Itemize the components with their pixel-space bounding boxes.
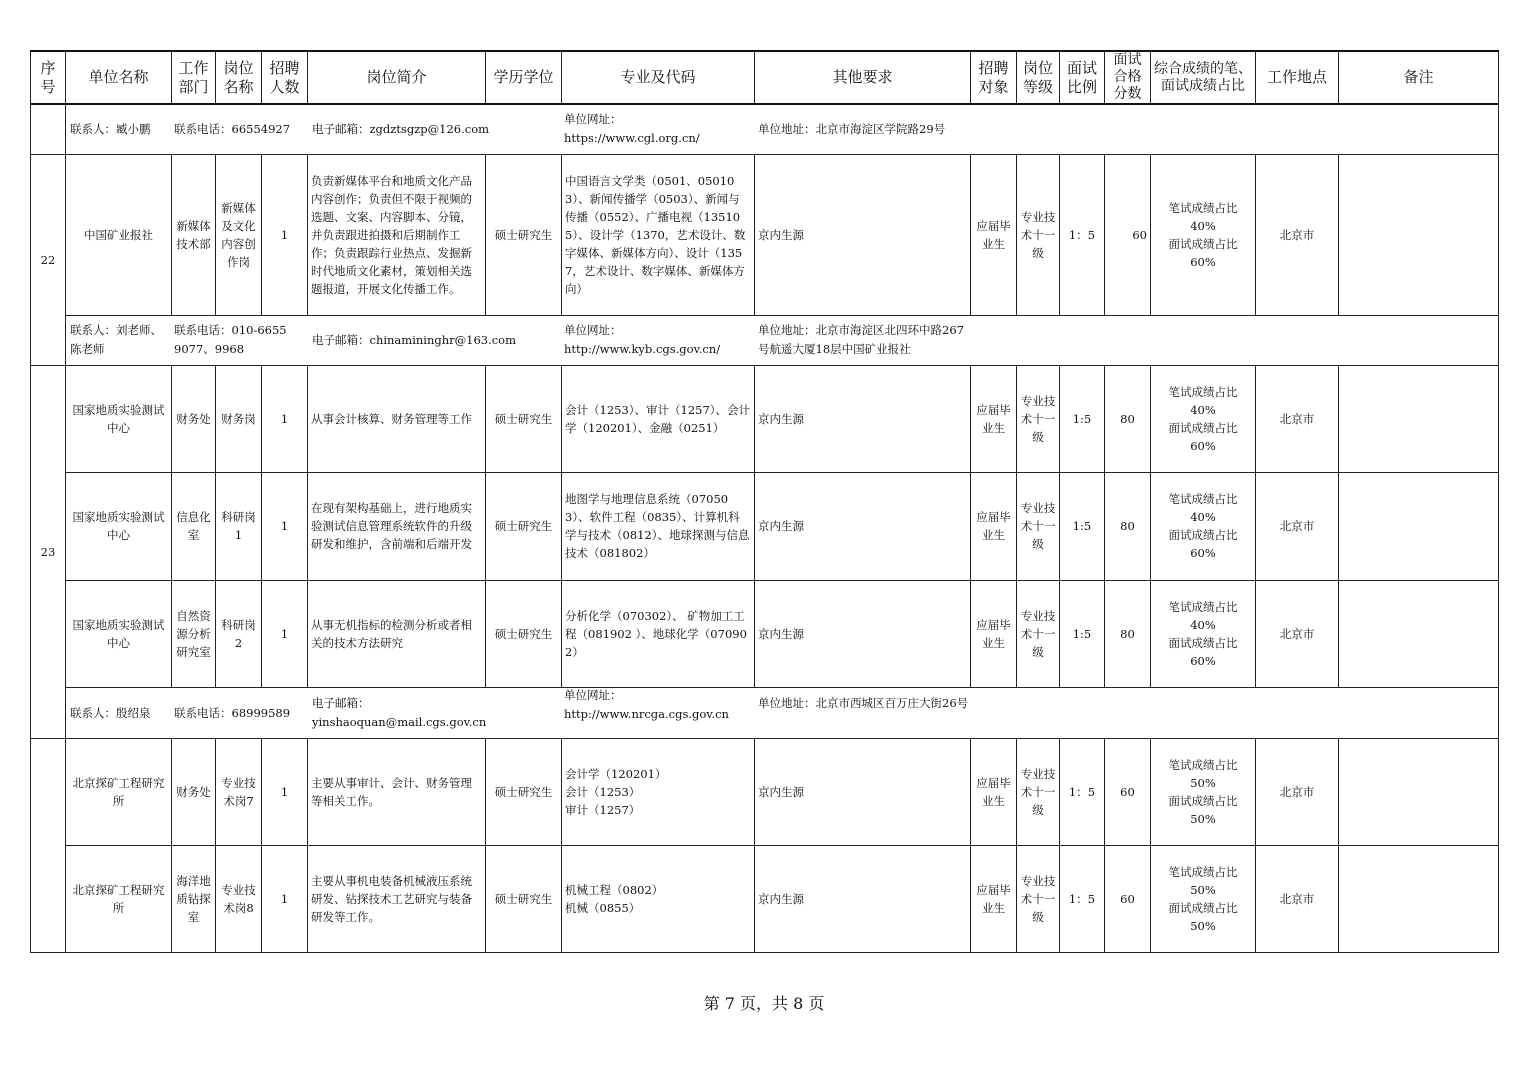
major-line: 机械工程（0802） — [565, 882, 664, 897]
weight-line: 面试成绩占比 — [1168, 635, 1238, 650]
major-cell — [562, 845, 755, 952]
table-row — [31, 154, 1499, 315]
unit-cell: 中国矿业报社 — [66, 154, 172, 315]
col-header-ratio: 面试比例 — [1060, 51, 1105, 104]
count-cell: 1 — [262, 580, 308, 687]
other-cell: 京内生源 — [755, 154, 971, 315]
unit-cell: 北京探矿工程研究所 — [66, 845, 172, 952]
col-header-degree: 学历学位 — [486, 51, 562, 104]
degree-cell: 硕士研究生 — [486, 845, 562, 952]
weight-line: 面试成绩占比 — [1168, 900, 1238, 915]
dept-cell: 信息化室 — [172, 472, 216, 580]
target-cell: 应届毕业生 — [971, 580, 1017, 687]
count-cell: 1 — [262, 738, 308, 845]
weight-line: 40% — [1190, 617, 1216, 632]
intro-cell: 从事会计核算、财务管理等工作 — [308, 365, 486, 472]
major-line: 会计学（120201） — [565, 766, 667, 781]
post-cell: 新媒体及文化内容创作岗 — [216, 154, 262, 315]
weight-line: 面试成绩占比 — [1168, 236, 1238, 251]
note-cell — [1339, 738, 1499, 845]
intro-cell: 主要从事机电装备机械液压系统研发、钻探技术工艺研究与装备研发等工作。 — [308, 845, 486, 952]
other-cell: 京内生源 — [755, 580, 971, 687]
intro-cell: 负责新媒体平台和地质文化产品内容创作；负责但不限于视频的选题、文案、内容脚本、分镜，并负责跟进拍摄和后期制作工作；负责跟踪行业热点、发掘新时代地质文化素材，策划相关选题报道，开展文化传播工作。 — [308, 154, 486, 315]
intro-cell: 主要从事审计、会计、财务管理等相关工作。 — [308, 738, 486, 845]
table-row — [31, 365, 1499, 472]
weight-line: 笔试成绩占比 — [1168, 757, 1238, 772]
count-cell: 1 — [262, 845, 308, 952]
seq-cell — [31, 104, 66, 154]
intro-cell: 从事无机指标的检测分析或者相关的技术方法研究 — [308, 580, 486, 687]
dept-cell: 自然资源分析研究室 — [172, 580, 216, 687]
ratio-cell: 1:5 — [1060, 472, 1105, 580]
contact-row — [31, 687, 1499, 738]
weight-line: 50% — [1190, 882, 1216, 897]
contact-site-url[interactable]: http://www.nrcga.cgs.gov.cn — [564, 706, 729, 721]
count-cell: 1 — [262, 472, 308, 580]
weight-line: 面试成绩占比 — [1168, 528, 1238, 542]
level-cell: 专业技术十一级 — [1017, 845, 1060, 952]
contact-person: 联系人：臧小鹏 — [70, 122, 151, 137]
degree-cell: 硕士研究生 — [486, 472, 562, 580]
ratio-cell: 1:5 — [1060, 365, 1105, 472]
level-cell: 专业技术十一级 — [1017, 472, 1060, 580]
count-cell: 1 — [262, 365, 308, 472]
weight-line: 60% — [1190, 653, 1216, 668]
ratio-cell: 1：5 — [1060, 154, 1105, 315]
score-cell: 60 — [1105, 154, 1151, 315]
header-row — [31, 51, 1499, 104]
contact-site-label: 单位网址： — [564, 687, 622, 702]
weight-line: 面试成绩占比 — [1168, 420, 1238, 435]
major-line: 审计（1257） — [565, 802, 641, 817]
col-header-target: 招聘对象 — [971, 51, 1017, 104]
other-cell: 京内生源 — [755, 365, 971, 472]
note-cell — [1339, 472, 1499, 580]
degree-cell: 硕士研究生 — [486, 580, 562, 687]
major-cell: 中国语言文学类（0501、050103）、新闻传播学（0503）、新闻与传播（0552）、广播电视（135105）、设计学（1370，艺术设计、数字媒体、新媒体方向）、设计（1357，艺术设计、数字媒体、新媒体方向） — [562, 154, 755, 315]
weight-line: 50% — [1190, 918, 1216, 933]
level-cell: 专业技术十一级 — [1017, 154, 1060, 315]
score-cell: 80 — [1105, 580, 1151, 687]
recruitment-table — [30, 50, 1499, 953]
score-cell: 80 — [1105, 365, 1151, 472]
weight-line: 50% — [1190, 811, 1216, 826]
weight-cell — [1151, 580, 1256, 687]
major-cell: 分析化学（070302）、 矿物加工工程（081902 ）、地球化学（070902） — [562, 580, 755, 687]
col-header-level: 岗位等级 — [1017, 51, 1060, 104]
target-cell: 应届毕业生 — [971, 365, 1017, 472]
contact-email-label: 电子邮箱： — [312, 695, 370, 710]
score-cell: 60 — [1105, 845, 1151, 952]
score-cell: 60 — [1105, 738, 1151, 845]
weight-line: 60% — [1190, 254, 1216, 269]
weight-line: 50% — [1190, 775, 1216, 790]
weight-cell — [1151, 365, 1256, 472]
note-cell — [1339, 845, 1499, 952]
col-header-place: 工作地点 — [1256, 51, 1339, 104]
contact-email: yinshaoquan@mail.cgs.gov.cn — [312, 714, 487, 729]
degree-cell: 硕士研究生 — [486, 738, 562, 845]
place-cell: 北京市 — [1256, 580, 1339, 687]
contact-row — [31, 104, 1499, 154]
contact-site-url[interactable]: https://www.cgl.org.cn/ — [564, 131, 700, 146]
dept-cell: 海洋地质钻探室 — [172, 845, 216, 952]
table-row — [31, 845, 1499, 952]
other-cell: 京内生源 — [755, 845, 971, 952]
weight-line: 60% — [1190, 438, 1216, 453]
contact-phone: 联系电话：010-66559077、9968 — [174, 323, 287, 356]
note-cell — [1339, 580, 1499, 687]
col-header-count: 招聘人数 — [262, 51, 308, 104]
contact-phone: 联系电话：66554927 — [174, 122, 291, 137]
seq-cell: 22 — [31, 154, 66, 365]
place-cell: 北京市 — [1256, 472, 1339, 580]
weight-line: 40% — [1190, 218, 1216, 233]
note-cell — [1339, 154, 1499, 315]
ratio-cell: 1:5 — [1060, 580, 1105, 687]
major-line: 机械（0855） — [565, 900, 641, 915]
unit-cell: 北京探矿工程研究所 — [66, 738, 172, 845]
col-header-intro: 岗位简介 — [308, 51, 486, 104]
degree-cell: 硕士研究生 — [486, 365, 562, 472]
post-cell: 专业技术岗7 — [216, 738, 262, 845]
place-cell: 北京市 — [1256, 365, 1339, 472]
note-cell — [1339, 365, 1499, 472]
contact-person: 联系人：殷绍泉 — [70, 705, 151, 720]
score-cell: 80 — [1105, 472, 1151, 580]
dept-cell: 新媒体技术部 — [172, 154, 216, 315]
contact-cell — [66, 687, 1499, 738]
weight-line: 40% — [1190, 510, 1216, 524]
contact-row — [31, 315, 1499, 365]
contact-address: 单位地址：北京市海淀区学院路29号 — [758, 122, 946, 137]
contact-cell — [66, 315, 1499, 365]
col-header-other: 其他要求 — [755, 51, 971, 104]
col-header-post: 岗位名称 — [216, 51, 262, 104]
table-row — [31, 580, 1499, 687]
contact-person: 联系人：刘老师、陈老师 — [70, 323, 162, 356]
other-cell: 京内生源 — [755, 472, 971, 580]
level-cell: 专业技术十一级 — [1017, 580, 1060, 687]
weight-cell — [1151, 154, 1256, 315]
degree-cell: 硕士研究生 — [486, 154, 562, 315]
contact-site-label: 单位网址： — [564, 112, 622, 127]
page-number: 第 7 页，共 8 页 — [703, 994, 825, 1013]
unit-cell: 国家地质实验测试中心 — [66, 472, 172, 580]
weight-cell — [1151, 845, 1256, 952]
col-header-weight: 综合成绩的笔、面试成绩占比 — [1151, 51, 1256, 104]
weight-line: 笔试成绩占比 — [1168, 599, 1238, 614]
table-row — [31, 738, 1499, 845]
weight-line: 60% — [1190, 546, 1216, 560]
dept-cell: 财务处 — [172, 365, 216, 472]
ratio-cell: 1：5 — [1060, 738, 1105, 845]
col-header-note: 备注 — [1339, 51, 1499, 104]
major-cell — [562, 738, 755, 845]
major-cell: 地图学与地理信息系统（070503）、软件工程（0835）、计算机科学与技术（0812）、地球探测与信息技术（081802） — [562, 472, 755, 580]
contact-site-url[interactable]: http://www.kyb.cgs.gov.cn/ — [564, 342, 721, 356]
weight-line: 40% — [1190, 402, 1216, 417]
other-cell: 京内生源 — [755, 738, 971, 845]
weight-line: 笔试成绩占比 — [1168, 200, 1238, 215]
count-cell: 1 — [262, 154, 308, 315]
contact-email: 电子邮箱：zgdztsgzp@126.com — [312, 122, 490, 137]
weight-cell — [1151, 738, 1256, 845]
col-header-dept: 工作部门 — [172, 51, 216, 104]
level-cell: 专业技术十一级 — [1017, 365, 1060, 472]
intro-cell: 在现有架构基础上，进行地质实验测试信息管理系统软件的升级研发和维护，含前端和后端开发 — [308, 472, 486, 580]
target-cell: 应届毕业生 — [971, 845, 1017, 952]
col-header-seq: 序号 — [31, 51, 66, 104]
post-cell: 财务岗 — [216, 365, 262, 472]
dept-cell: 财务处 — [172, 738, 216, 845]
unit-cell: 国家地质实验测试中心 — [66, 365, 172, 472]
post-cell: 科研岗1 — [216, 472, 262, 580]
contact-address: 单位地址：北京市海淀区北四环中路267号航遥大厦18层中国矿业报社 — [758, 323, 964, 356]
post-cell: 专业技术岗8 — [216, 845, 262, 952]
weight-cell — [1151, 472, 1256, 580]
place-cell: 北京市 — [1256, 738, 1339, 845]
contact-phone: 联系电话：68999589 — [174, 705, 291, 720]
weight-line: 面试成绩占比 — [1168, 793, 1238, 808]
target-cell: 应届毕业生 — [971, 472, 1017, 580]
seq-cell: 23 — [31, 365, 66, 738]
place-cell: 北京市 — [1256, 154, 1339, 315]
place-cell: 北京市 — [1256, 845, 1339, 952]
table-row — [31, 472, 1499, 580]
contact-email: 电子邮箱：chinamininghr@163.com — [312, 333, 517, 347]
contact-cell — [66, 104, 1499, 154]
target-cell: 应届毕业生 — [971, 154, 1017, 315]
col-header-score: 面试合格分数 — [1105, 51, 1151, 104]
weight-line: 笔试成绩占比 — [1168, 384, 1238, 399]
major-line: 会计（1253） — [565, 784, 641, 799]
contact-address: 单位地址：北京市西城区百万庄大街26号 — [758, 695, 969, 710]
target-cell: 应届毕业生 — [971, 738, 1017, 845]
weight-line: 笔试成绩占比 — [1168, 864, 1238, 879]
post-cell: 科研岗2 — [216, 580, 262, 687]
ratio-cell: 1：5 — [1060, 845, 1105, 952]
col-header-unit: 单位名称 — [66, 51, 172, 104]
col-header-major: 专业及代码 — [562, 51, 755, 104]
level-cell: 专业技术十一级 — [1017, 738, 1060, 845]
unit-cell: 国家地质实验测试中心 — [66, 580, 172, 687]
major-cell: 会计（1253）、审计（1257）、会计学（120201）、金融（0251） — [562, 365, 755, 472]
contact-site-label: 单位网址： — [564, 323, 622, 337]
weight-line: 笔试成绩占比 — [1168, 492, 1238, 506]
seq-cell — [31, 738, 66, 952]
